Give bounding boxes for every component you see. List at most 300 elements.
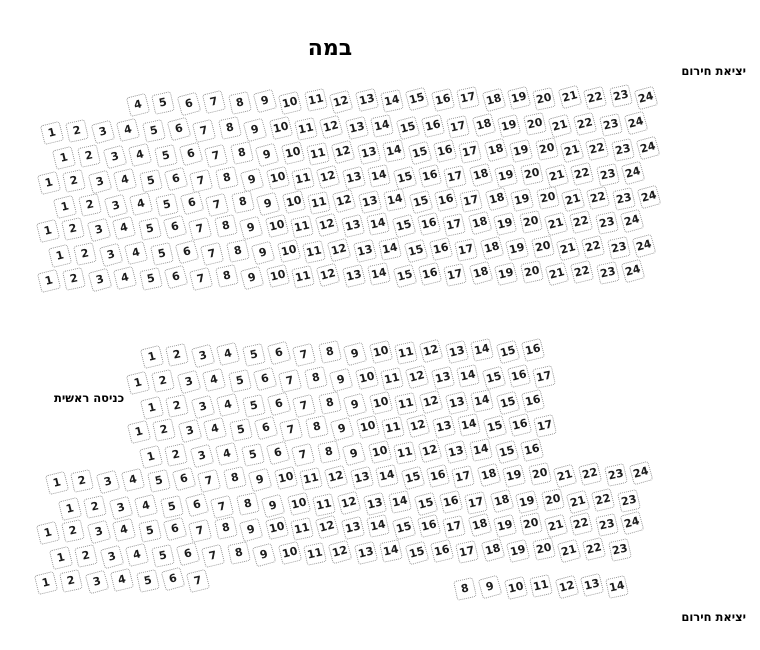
- seat-top-block-row8-22[interactable]: 22: [570, 259, 594, 283]
- seat-bottom-block-row1-20[interactable]: 20: [528, 462, 552, 486]
- seat-top-block-row2-12[interactable]: 12: [319, 115, 344, 140]
- seat-bottom-block-row3-10[interactable]: 10: [264, 516, 288, 540]
- seat-middle-block-row3-12[interactable]: 12: [419, 390, 444, 415]
- seat-middle-block-row3-4[interactable]: 4: [216, 393, 240, 417]
- seat-bottom-block-row5-4[interactable]: 4: [110, 568, 134, 592]
- seat-middle-block-row1-10[interactable]: 10: [368, 340, 392, 364]
- seat-bottom-block-row2-2[interactable]: 2: [83, 495, 107, 519]
- seat-top-block-row1-20[interactable]: 20: [532, 87, 556, 111]
- seat-top-block-row6-9[interactable]: 9: [239, 215, 264, 240]
- seat-top-block-row1-18[interactable]: 18: [481, 87, 506, 112]
- seat-top-block-row1-6[interactable]: 6: [176, 92, 201, 117]
- seat-top-block-row2-13[interactable]: 13: [345, 116, 369, 140]
- seat-top-block-row4-2[interactable]: 2: [62, 169, 86, 193]
- seat-top-block-row5-6[interactable]: 6: [180, 191, 205, 216]
- seat-middle-block-row1-5[interactable]: 5: [242, 343, 266, 367]
- seat-top-block-row2-10[interactable]: 10: [268, 116, 292, 140]
- seat-bottom-block-row5-7[interactable]: 7: [186, 568, 210, 592]
- seat-middle-block-row2-7[interactable]: 7: [278, 368, 302, 392]
- seat-bottom-block-row4-7[interactable]: 7: [201, 543, 225, 567]
- seat-bottom-block-row1-16[interactable]: 16: [426, 464, 450, 488]
- seat-bottom-block-row4-14[interactable]: 14: [379, 539, 403, 563]
- seat-middle-block-row1-8[interactable]: 8: [318, 341, 342, 365]
- seat-top-block-row1-21[interactable]: 21: [557, 85, 582, 110]
- seat-top-block-row5-12[interactable]: 12: [332, 189, 357, 214]
- seat-top-block-row6-14[interactable]: 14: [366, 212, 390, 236]
- seat-bottom-block-row3-6[interactable]: 6: [163, 517, 188, 542]
- seat-middle-block-row4-12[interactable]: 12: [406, 414, 431, 439]
- seat-middle-block-row2-10[interactable]: 10: [354, 366, 378, 390]
- seat-middle-block-row5-4[interactable]: 4: [215, 442, 239, 466]
- seat-top-block-row3-11[interactable]: 11: [306, 142, 330, 166]
- seat-top-block-row8-1[interactable]: 1: [37, 268, 61, 292]
- seat-top-block-row7-19[interactable]: 19: [505, 237, 529, 261]
- seat-top-block-row8-4[interactable]: 4: [113, 266, 137, 290]
- seat-top-block-row8-9[interactable]: 9: [240, 265, 265, 290]
- seat-top-block-row3-6[interactable]: 6: [179, 142, 204, 167]
- seat-top-block-row1-19[interactable]: 19: [507, 86, 531, 110]
- seat-bottom-block-row1-24[interactable]: 24: [629, 461, 654, 486]
- seat-bottom-block-row3-5[interactable]: 5: [138, 519, 162, 543]
- seat-bottom-block-row2-4[interactable]: 4: [134, 494, 158, 518]
- seat-top-block-row5-19[interactable]: 19: [510, 188, 534, 212]
- seat-top-block-row4-9[interactable]: 9: [240, 167, 265, 192]
- seat-middle-block-row3-1[interactable]: 1: [140, 395, 164, 419]
- seat-bottom-block-row3-19[interactable]: 19: [493, 514, 517, 538]
- seat-middle-block-row3-14[interactable]: 14: [470, 389, 494, 413]
- seat-bottom-block-row3-9[interactable]: 9: [239, 517, 264, 542]
- seat-middle-block-row2-13[interactable]: 13: [431, 366, 455, 390]
- seat-top-block-row5-1[interactable]: 1: [53, 194, 77, 218]
- seat-top-block-row6-2[interactable]: 2: [61, 217, 85, 241]
- seat-top-block-row4-15[interactable]: 15: [392, 165, 417, 190]
- seat-top-block-row6-24[interactable]: 24: [620, 209, 645, 234]
- seat-middle-block-row4-17[interactable]: 17: [533, 414, 557, 438]
- seat-bottom-block-row4-6[interactable]: 6: [176, 542, 201, 567]
- seat-top-block-row2-19[interactable]: 19: [497, 114, 521, 138]
- seat-bottom-block-row2-15[interactable]: 15: [413, 491, 438, 516]
- seat-middle-block-row2-15[interactable]: 15: [481, 365, 506, 390]
- seat-top-block-row2-9[interactable]: 9: [243, 117, 268, 142]
- seat-middle-block-row2-8[interactable]: 8: [304, 367, 328, 391]
- seat-top-block-row3-16[interactable]: 16: [433, 139, 457, 163]
- seat-bottom-block-row5-2[interactable]: 2: [59, 569, 83, 593]
- seat-top-block-row2-11[interactable]: 11: [294, 117, 318, 141]
- seat-middle-block-row2-2[interactable]: 2: [151, 369, 175, 393]
- seat-bottom-block-row3-4[interactable]: 4: [112, 518, 136, 542]
- seat-bottom-block-row1-2[interactable]: 2: [70, 469, 94, 493]
- seat-middle-block-row4-4[interactable]: 4: [203, 417, 227, 441]
- seat-top-block-row3-13[interactable]: 13: [357, 141, 381, 165]
- seat-bottom-block-row4-13[interactable]: 13: [354, 541, 378, 565]
- seat-bottom-block-row1-18[interactable]: 18: [476, 463, 501, 488]
- seat-top-block-row7-22[interactable]: 22: [581, 234, 605, 258]
- seat-middle-block-row5-15[interactable]: 15: [494, 439, 519, 464]
- seat-bottom-block-row5-6[interactable]: 6: [161, 567, 186, 592]
- seat-bottom-block-row5-12[interactable]: 12: [554, 575, 579, 600]
- seat-top-block-row1-24[interactable]: 24: [634, 85, 659, 110]
- seat-top-block-row5-23[interactable]: 23: [612, 187, 636, 211]
- seat-bottom-block-row2-6[interactable]: 6: [185, 493, 210, 518]
- seat-bottom-block-row4-2[interactable]: 2: [74, 544, 98, 568]
- seat-top-block-row5-8[interactable]: 8: [231, 191, 255, 215]
- seat-top-block-row4-14[interactable]: 14: [367, 164, 391, 188]
- seat-top-block-row3-21[interactable]: 21: [560, 138, 585, 163]
- seat-bottom-block-row4-23[interactable]: 23: [608, 538, 632, 562]
- seat-bottom-block-row4-22[interactable]: 22: [582, 536, 606, 560]
- seat-top-block-row8-7[interactable]: 7: [189, 266, 213, 290]
- seat-middle-block-row2-3[interactable]: 3: [176, 370, 201, 395]
- seat-top-block-row5-11[interactable]: 11: [307, 191, 331, 215]
- seat-bottom-block-row1-1[interactable]: 1: [45, 470, 69, 494]
- seat-bottom-block-row5-9[interactable]: 9: [478, 574, 503, 599]
- seat-top-block-row5-10[interactable]: 10: [281, 190, 305, 214]
- seat-top-block-row6-22[interactable]: 22: [569, 209, 593, 233]
- seat-top-block-row8-19[interactable]: 19: [494, 262, 518, 286]
- seat-bottom-block-row5-1[interactable]: 1: [34, 570, 58, 594]
- seat-top-block-row5-3[interactable]: 3: [103, 194, 128, 219]
- seat-top-block-row4-10[interactable]: 10: [265, 166, 289, 190]
- seat-middle-block-row1-7[interactable]: 7: [292, 342, 316, 366]
- seat-top-block-row1-7[interactable]: 7: [202, 90, 226, 114]
- seat-top-block-row1-9[interactable]: 9: [253, 89, 278, 114]
- seat-top-block-row4-23[interactable]: 23: [596, 163, 620, 187]
- seat-middle-block-row2-11[interactable]: 11: [380, 367, 404, 391]
- seat-middle-block-row2-9[interactable]: 9: [329, 367, 354, 392]
- seat-middle-block-row4-16[interactable]: 16: [508, 413, 532, 437]
- seat-top-block-row6-15[interactable]: 15: [391, 213, 416, 238]
- seat-bottom-block-row3-3[interactable]: 3: [86, 520, 111, 545]
- seat-top-block-row6-4[interactable]: 4: [112, 216, 136, 240]
- seat-top-block-row6-11[interactable]: 11: [290, 215, 314, 239]
- seat-top-block-row8-15[interactable]: 15: [392, 263, 417, 288]
- seat-top-block-row2-17[interactable]: 17: [446, 115, 470, 139]
- seat-bottom-block-row3-16[interactable]: 16: [417, 514, 441, 538]
- seat-top-block-row3-23[interactable]: 23: [611, 138, 635, 162]
- seat-bottom-block-row3-20[interactable]: 20: [519, 512, 543, 536]
- seat-top-block-row8-16[interactable]: 16: [418, 262, 442, 286]
- seat-middle-block-row5-5[interactable]: 5: [241, 443, 265, 467]
- seat-middle-block-row3-3[interactable]: 3: [190, 395, 215, 420]
- seat-top-block-row1-23[interactable]: 23: [609, 84, 633, 108]
- seat-bottom-block-row1-17[interactable]: 17: [451, 465, 475, 489]
- seat-top-block-row8-2[interactable]: 2: [62, 267, 86, 291]
- seat-top-block-row7-20[interactable]: 20: [531, 235, 555, 259]
- seat-bottom-block-row1-14[interactable]: 14: [375, 464, 399, 488]
- seat-top-block-row7-14[interactable]: 14: [378, 237, 402, 261]
- seat-bottom-block-row4-16[interactable]: 16: [430, 539, 454, 563]
- seat-bottom-block-row5-5[interactable]: 5: [136, 569, 160, 593]
- seat-top-block-row6-21[interactable]: 21: [544, 211, 569, 236]
- seat-middle-block-row3-10[interactable]: 10: [368, 391, 392, 415]
- seat-middle-block-row2-12[interactable]: 12: [405, 365, 430, 390]
- seat-top-block-row7-2[interactable]: 2: [73, 242, 97, 266]
- seat-bottom-block-row1-13[interactable]: 13: [350, 466, 374, 490]
- seat-top-block-row3-17[interactable]: 17: [458, 140, 482, 164]
- seat-top-block-row1-10[interactable]: 10: [278, 90, 302, 114]
- seat-middle-block-row1-9[interactable]: 9: [343, 341, 368, 366]
- seat-middle-block-row3-5[interactable]: 5: [242, 394, 266, 418]
- seat-top-block-row8-3[interactable]: 3: [87, 268, 112, 293]
- seat-bottom-block-row2-9[interactable]: 9: [261, 493, 286, 518]
- seat-bottom-block-row2-11[interactable]: 11: [312, 493, 336, 517]
- seat-top-block-row8-6[interactable]: 6: [164, 265, 189, 290]
- seat-bottom-block-row5-3[interactable]: 3: [84, 570, 109, 595]
- seat-middle-block-row3-16[interactable]: 16: [521, 389, 545, 413]
- seat-top-block-row5-13[interactable]: 13: [358, 190, 382, 214]
- seat-bottom-block-row3-22[interactable]: 22: [569, 511, 593, 535]
- seat-middle-block-row1-2[interactable]: 2: [165, 343, 189, 367]
- seat-bottom-block-row3-23[interactable]: 23: [595, 513, 619, 537]
- seat-bottom-block-row4-12[interactable]: 12: [328, 540, 353, 565]
- seat-top-block-row2-23[interactable]: 23: [599, 113, 623, 137]
- seat-middle-block-row2-17[interactable]: 17: [532, 365, 556, 389]
- seat-top-block-row6-20[interactable]: 20: [519, 210, 543, 234]
- seat-top-block-row3-14[interactable]: 14: [382, 139, 406, 163]
- seat-top-block-row5-14[interactable]: 14: [383, 188, 407, 212]
- seat-middle-block-row5-1[interactable]: 1: [139, 444, 163, 468]
- seat-bottom-block-row3-1[interactable]: 1: [36, 520, 60, 544]
- seat-middle-block-row5-10[interactable]: 10: [367, 440, 391, 464]
- seat-top-block-row7-21[interactable]: 21: [556, 236, 581, 261]
- seat-top-block-row1-5[interactable]: 5: [151, 91, 175, 115]
- seat-middle-block-row2-16[interactable]: 16: [507, 364, 531, 388]
- seat-top-block-row8-14[interactable]: 14: [367, 262, 391, 286]
- seat-bottom-block-row3-13[interactable]: 13: [341, 516, 365, 540]
- seat-bottom-block-row4-11[interactable]: 11: [303, 542, 327, 566]
- seat-bottom-block-row4-9[interactable]: 9: [252, 542, 277, 567]
- seat-top-block-row1-13[interactable]: 13: [354, 88, 378, 112]
- seat-top-block-row2-14[interactable]: 14: [370, 114, 394, 138]
- seat-middle-block-row3-11[interactable]: 11: [394, 392, 418, 416]
- seat-top-block-row2-6[interactable]: 6: [167, 117, 192, 142]
- seat-middle-block-row5-2[interactable]: 2: [164, 443, 188, 467]
- seat-top-block-row7-24[interactable]: 24: [632, 234, 657, 259]
- seat-top-block-row4-5[interactable]: 5: [139, 169, 163, 193]
- seat-bottom-block-row2-22[interactable]: 22: [591, 487, 615, 511]
- seat-bottom-block-row4-20[interactable]: 20: [532, 537, 556, 561]
- seat-top-block-row8-24[interactable]: 24: [621, 259, 646, 284]
- seat-top-block-row8-18[interactable]: 18: [468, 261, 493, 286]
- seat-middle-block-row4-2[interactable]: 2: [152, 418, 176, 442]
- seat-top-block-row3-19[interactable]: 19: [509, 139, 533, 163]
- seat-top-block-row8-13[interactable]: 13: [342, 264, 366, 288]
- seat-bottom-block-row3-21[interactable]: 21: [544, 513, 569, 538]
- seat-middle-block-row4-6[interactable]: 6: [254, 416, 279, 441]
- seat-middle-block-row3-2[interactable]: 2: [165, 394, 189, 418]
- seat-middle-block-row1-6[interactable]: 6: [267, 341, 292, 366]
- seat-bottom-block-row2-5[interactable]: 5: [160, 495, 184, 519]
- seat-top-block-row1-15[interactable]: 15: [405, 87, 430, 112]
- seat-bottom-block-row1-10[interactable]: 10: [273, 466, 297, 490]
- seat-bottom-block-row5-14[interactable]: 14: [605, 575, 629, 599]
- seat-bottom-block-row1-21[interactable]: 21: [553, 463, 578, 488]
- seat-middle-block-row4-9[interactable]: 9: [330, 416, 355, 441]
- seat-middle-block-row5-8[interactable]: 8: [317, 441, 341, 465]
- seat-top-block-row4-12[interactable]: 12: [316, 165, 341, 190]
- seat-top-block-row3-7[interactable]: 7: [204, 143, 228, 167]
- seat-bottom-block-row1-5[interactable]: 5: [147, 469, 171, 493]
- seat-middle-block-row3-13[interactable]: 13: [445, 391, 469, 415]
- seat-top-block-row5-24[interactable]: 24: [637, 185, 662, 210]
- seat-top-block-row8-5[interactable]: 5: [139, 267, 163, 291]
- seat-top-block-row8-10[interactable]: 10: [265, 264, 289, 288]
- seat-middle-block-row3-15[interactable]: 15: [495, 390, 520, 415]
- seat-middle-block-row2-5[interactable]: 5: [228, 369, 252, 393]
- seat-middle-block-row1-4[interactable]: 4: [216, 342, 240, 366]
- seat-top-block-row3-1[interactable]: 1: [52, 145, 76, 169]
- seat-top-block-row7-8[interactable]: 8: [226, 240, 250, 264]
- seat-top-block-row7-16[interactable]: 16: [429, 237, 453, 261]
- seat-top-block-row7-17[interactable]: 17: [454, 238, 478, 262]
- seat-top-block-row5-17[interactable]: 17: [459, 189, 483, 213]
- seat-top-block-row7-4[interactable]: 4: [124, 241, 148, 265]
- seat-top-block-row4-17[interactable]: 17: [443, 165, 467, 189]
- seat-top-block-row4-18[interactable]: 18: [468, 163, 493, 188]
- seat-top-block-row6-19[interactable]: 19: [493, 212, 517, 236]
- seat-middle-block-row4-13[interactable]: 13: [432, 415, 456, 439]
- seat-top-block-row6-10[interactable]: 10: [264, 214, 288, 238]
- seat-bottom-block-row3-24[interactable]: 24: [620, 511, 645, 536]
- seat-middle-block-row1-1[interactable]: 1: [140, 344, 164, 368]
- seat-bottom-block-row3-7[interactable]: 7: [188, 518, 212, 542]
- seat-bottom-block-row2-13[interactable]: 13: [363, 492, 387, 516]
- seat-middle-block-row5-9[interactable]: 9: [342, 441, 367, 466]
- seat-middle-block-row4-1[interactable]: 1: [127, 419, 151, 443]
- seat-middle-block-row1-14[interactable]: 14: [470, 338, 494, 362]
- seat-top-block-row2-7[interactable]: 7: [192, 118, 216, 142]
- seat-top-block-row5-21[interactable]: 21: [561, 187, 586, 212]
- seat-bottom-block-row2-3[interactable]: 3: [108, 496, 133, 521]
- seat-top-block-row8-8[interactable]: 8: [215, 265, 239, 289]
- seat-top-block-row6-13[interactable]: 13: [341, 214, 365, 238]
- seat-bottom-block-row4-17[interactable]: 17: [455, 540, 479, 564]
- seat-top-block-row7-3[interactable]: 3: [98, 243, 123, 268]
- seat-bottom-block-row3-11[interactable]: 11: [290, 517, 314, 541]
- seat-middle-block-row3-9[interactable]: 9: [343, 392, 368, 417]
- seat-bottom-block-row1-7[interactable]: 7: [197, 468, 221, 492]
- seat-bottom-block-row1-19[interactable]: 19: [502, 464, 526, 488]
- seat-top-block-row1-16[interactable]: 16: [431, 88, 455, 112]
- seat-top-block-row7-5[interactable]: 5: [150, 242, 174, 266]
- seat-top-block-row8-21[interactable]: 21: [545, 261, 570, 286]
- seat-top-block-row6-7[interactable]: 7: [188, 216, 212, 240]
- seat-top-block-row1-22[interactable]: 22: [583, 86, 607, 110]
- seat-top-block-row5-4[interactable]: 4: [129, 192, 153, 216]
- seat-middle-block-row4-10[interactable]: 10: [355, 415, 379, 439]
- seat-bottom-block-row1-12[interactable]: 12: [324, 465, 349, 490]
- seat-top-block-row6-5[interactable]: 5: [138, 217, 162, 241]
- seat-top-block-row3-10[interactable]: 10: [280, 141, 304, 165]
- seat-top-block-row3-9[interactable]: 9: [255, 142, 280, 167]
- seat-top-block-row1-11[interactable]: 11: [304, 89, 328, 113]
- seat-top-block-row3-12[interactable]: 12: [331, 140, 356, 165]
- seat-bottom-block-row5-10[interactable]: 10: [504, 576, 528, 600]
- seat-bottom-block-row2-23[interactable]: 23: [617, 489, 641, 513]
- seat-middle-block-row5-11[interactable]: 11: [393, 441, 417, 465]
- seat-middle-block-row1-16[interactable]: 16: [521, 338, 545, 362]
- seat-top-block-row6-8[interactable]: 8: [214, 215, 238, 239]
- seat-top-block-row3-4[interactable]: 4: [128, 143, 152, 167]
- seat-bottom-block-row2-8[interactable]: 8: [236, 493, 260, 517]
- seat-top-block-row4-13[interactable]: 13: [342, 166, 366, 190]
- seat-top-block-row5-2[interactable]: 2: [78, 193, 102, 217]
- seat-top-block-row1-4[interactable]: 4: [126, 92, 150, 116]
- seat-top-block-row5-15[interactable]: 15: [408, 189, 433, 214]
- seat-bottom-block-row3-2[interactable]: 2: [61, 519, 85, 543]
- seat-bottom-block-row2-19[interactable]: 19: [515, 490, 539, 514]
- seat-top-block-row2-21[interactable]: 21: [548, 113, 573, 138]
- seat-middle-block-row5-13[interactable]: 13: [444, 440, 468, 464]
- seat-middle-block-row1-11[interactable]: 11: [394, 341, 418, 365]
- seat-top-block-row7-13[interactable]: 13: [353, 239, 377, 263]
- seat-middle-block-row2-1[interactable]: 1: [126, 370, 150, 394]
- seat-top-block-row6-1[interactable]: 1: [36, 218, 60, 242]
- seat-top-block-row2-8[interactable]: 8: [218, 117, 242, 141]
- seat-middle-block-row4-11[interactable]: 11: [381, 416, 405, 440]
- seat-middle-block-row4-7[interactable]: 7: [279, 417, 303, 441]
- seat-top-block-row4-11[interactable]: 11: [291, 167, 315, 191]
- seat-top-block-row5-7[interactable]: 7: [205, 192, 229, 216]
- seat-middle-block-row2-6[interactable]: 6: [253, 367, 278, 392]
- seat-top-block-row2-15[interactable]: 15: [395, 115, 420, 140]
- seat-top-block-row8-17[interactable]: 17: [443, 263, 467, 287]
- seat-top-block-row4-20[interactable]: 20: [520, 162, 544, 186]
- seat-bottom-block-row2-10[interactable]: 10: [286, 492, 310, 516]
- seat-middle-block-row5-6[interactable]: 6: [266, 441, 291, 466]
- seat-top-block-row4-1[interactable]: 1: [37, 170, 61, 194]
- seat-top-block-row6-18[interactable]: 18: [467, 211, 492, 236]
- seat-bottom-block-row1-23[interactable]: 23: [604, 463, 628, 487]
- seat-bottom-block-row4-10[interactable]: 10: [277, 541, 301, 565]
- seat-middle-block-row1-13[interactable]: 13: [445, 340, 469, 364]
- seat-top-block-row7-9[interactable]: 9: [251, 240, 276, 265]
- seat-top-block-row2-3[interactable]: 3: [90, 120, 115, 145]
- seat-top-block-row7-7[interactable]: 7: [200, 241, 224, 265]
- seat-bottom-block-row3-12[interactable]: 12: [315, 515, 340, 540]
- seat-middle-block-row1-15[interactable]: 15: [495, 339, 520, 364]
- seat-middle-block-row5-7[interactable]: 7: [291, 442, 315, 466]
- seat-middle-block-row5-12[interactable]: 12: [418, 439, 443, 464]
- seat-middle-block-row4-5[interactable]: 5: [229, 418, 253, 442]
- seat-bottom-block-row1-6[interactable]: 6: [172, 467, 197, 492]
- seat-top-block-row3-2[interactable]: 2: [77, 144, 101, 168]
- seat-top-block-row7-23[interactable]: 23: [607, 236, 631, 260]
- seat-top-block-row6-23[interactable]: 23: [595, 211, 619, 235]
- seat-bottom-block-row1-9[interactable]: 9: [248, 467, 273, 492]
- seat-top-block-row5-18[interactable]: 18: [484, 187, 509, 212]
- seat-bottom-block-row5-8[interactable]: 8: [453, 577, 477, 601]
- seat-bottom-block-row1-22[interactable]: 22: [578, 461, 602, 485]
- seat-top-block-row4-22[interactable]: 22: [570, 161, 594, 185]
- seat-middle-block-row4-14[interactable]: 14: [457, 413, 481, 437]
- seat-bottom-block-row1-4[interactable]: 4: [121, 468, 145, 492]
- seat-bottom-block-row2-18[interactable]: 18: [489, 489, 514, 514]
- seat-top-block-row7-12[interactable]: 12: [327, 238, 352, 263]
- seat-middle-block-row5-16[interactable]: 16: [520, 438, 544, 462]
- seat-top-block-row5-22[interactable]: 22: [586, 185, 610, 209]
- seat-bottom-block-row3-8[interactable]: 8: [214, 517, 238, 541]
- seat-bottom-block-row5-11[interactable]: 11: [529, 574, 553, 598]
- seat-top-block-row3-18[interactable]: 18: [483, 138, 508, 163]
- seat-top-block-row5-20[interactable]: 20: [536, 186, 560, 210]
- seat-bottom-block-row5-13[interactable]: 13: [580, 573, 604, 597]
- seat-top-block-row3-22[interactable]: 22: [585, 136, 609, 160]
- seat-bottom-block-row4-19[interactable]: 19: [506, 539, 530, 563]
- seat-bottom-block-row2-7[interactable]: 7: [210, 494, 234, 518]
- seat-middle-block-row5-14[interactable]: 14: [469, 438, 493, 462]
- seat-top-block-row2-4[interactable]: 4: [116, 118, 140, 142]
